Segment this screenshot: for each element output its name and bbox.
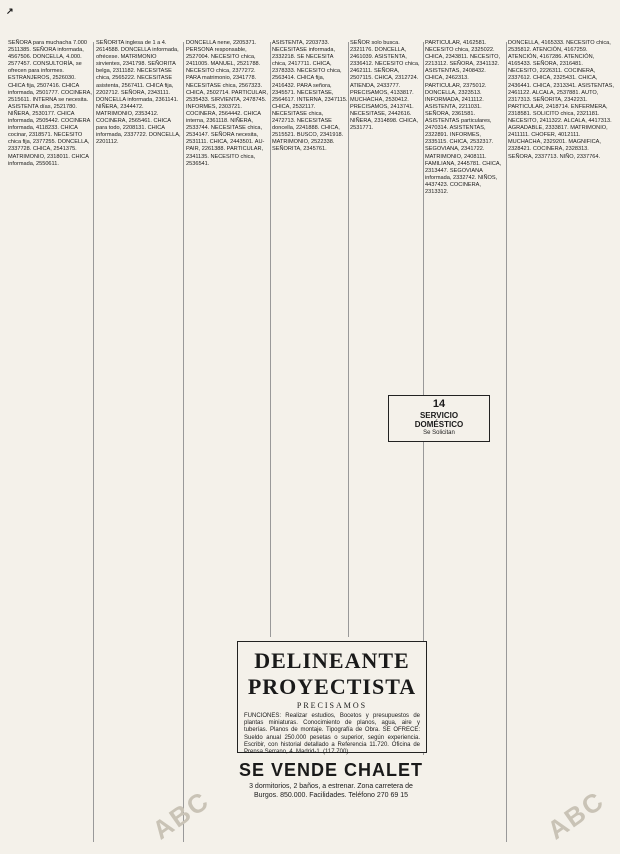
column-7 — [508, 40, 614, 162]
watermark: ABC — [146, 784, 216, 846]
column-text: PARTICULAR, 4162581. NECESITO chica, 2325022. CHICA, 2343811. NECESITO, 2213112. SEÑORA, 2341132. ASISTENTAS, 2408432. CHICA, 2462313. PARTICULAR, 2375012. DONCELLA, 2323513. INFORMADA, 2411112. ASISTENTA, 2211031. SEÑORA, 2361581. ASISTENTAS particulares, 2470314. ASISTENTAS, 2322891. INFORMES, 2335115. CHICA, 2532317. SEGOVIANA, 2341722. MATRIMONIO, 2408111. FAMILIANA, 2445781. CHICA, 2313447. SEGOVIANA informada, 2332742. NIÑOS, 4437423. COCINERA, 2313312. — [425, 40, 502, 195]
column-6 — [425, 40, 505, 198]
column-text: SEÑOR solo busca. 2321176. DONCELLA, 2461039. ASISTENTA, 2336412. NECESITO chica, 2462111. SEÑORA, 2507115. CHICA, 2312724. ATIENDA, 2433777. PRECISAMOS, 4133817. MUCHACHA, 2530412. PRECISAMOS, 2413741. NECESITASE, 2442616. NIÑERA, 2314898. CHICA, 2531771. — [350, 40, 420, 132]
column-text: SEÑORA para muchacha 7.000 2511385. SEÑORA informada, 4567506. DONCELLA, 4.000. 2577457. CONSULTORÍA, se ofrecen para informes. ESTRANJEROS, 2526030. CHICA fija, 2507416. CHICA informada, 2501777. COCINERA, 2515611. INTERNA se necesita. ASISTENTA días, 2521780. NIÑERA, 2530177. CHICA informada, 2505442. COCINERA informada, 4118233. CHICA cocinar, 2318571. NECESITO chica fija, 2377255. DONCELLA, 2337728. CHICA, 2541375. MATRIMONIO, 2318011. CHICA informada, 2550611. — [8, 40, 92, 167]
page-mark: ↗ — [6, 6, 14, 16]
ad-title: SE VENDE CHALET — [238, 760, 424, 780]
chalet-ad — [237, 755, 425, 845]
section-number: 14 — [432, 398, 446, 410]
column-5 — [350, 40, 423, 134]
section-title-2: DOMÉSTICO — [414, 420, 464, 429]
delineante-ad — [237, 641, 427, 756]
divider — [348, 42, 349, 637]
divider — [93, 42, 94, 842]
divider — [270, 42, 271, 637]
ad-subtitle: PRECISAMOS — [296, 701, 368, 710]
column-text: ASISTENTA, 2203733. NECESITASE informada, 2332218. SE NECESITA chica, 2417711. CHICA, 2378333. NECESITO chica, 2563414. CHICA fija, 2416432. PARA señora, 2345571. NECESITASE, 2564617. INTERNA, 2347115. CHICA, 2532117. NECESITASE chica, 2472713. NECESITASE doncella, 2241888. CHICA, 2515521. BUSCO, 2341918. MATRIMONIO, 2522338. SEÑORITA, 2345761. — [272, 40, 348, 153]
column-text: SEÑORITA inglesa de 1 a 4. 2614588. DONCELLA informada, ofrécese. MATRIMONIO sirvientes, 2341798. SEÑORITA belga, 2311182. NECESITASE chica, 2565222. NECESITASE asistenta, 2567411. CHICA fija, 2202712. SEÑORA, 2343111. DONCELLA informada, 2361141. NIÑERA, 2344472. MATRIMONIO, 2353412. COCINERA, 2565461. CHICA para todo, 2208131. CHICA informada, 2337722. DONCELLA, 2201112. — [96, 40, 181, 146]
column-text: DONCELLA, 4165333. NECESITO chica, 2535812. ATENCIÓN, 4167259. ATENCIÓN, 4167286. ATENCIÓN, 4165433. SEÑORA, 2316481. NECESITO, 2226311. COCINERA, 2337612. CHICA, 2325431. CHICA, 2436441. CHICA, 2313341. ASISTENTAS, 2461122. ALCALA, 2537881. AUTO, 2317313. SEÑORITA, 2342231. PARTICULAR, 2418714. ENFERMERA, 2318581. SOLICITO chica, 2321181. NECESITO, 2411322. ALCALA, 4417313. AGRADABLE, 2333817. MATRIMONIO, 2411111. CHOFER, 4012111. MUCHACHA, 2329201. MAGNIFICA, 2328421. COCINERA, 2328313. SEÑORA, 2337713. NIÑO, 2337764. — [508, 40, 614, 160]
section-header-box — [388, 395, 490, 442]
column-4 — [272, 40, 348, 155]
watermark: ABC — [541, 784, 611, 846]
section-subtitle: Se Solicitan — [423, 430, 455, 436]
ad-title: DELINEANTE PROYECTISTA — [247, 648, 417, 699]
column-2 — [96, 40, 182, 148]
ad-body: FUNCIONES: Realizar estudios, Bocetos y presupuestos de plantas miniaturas. Conocimiento de planos, agua, aire y tuberías. Planos de montaje. Tipografía de Obra. SE OFRECE: Sueldo anual 250.000 pesetas o superior, según experiencia. Escribir, con historial detallado a Referencia 11.720. Oficina de Prensa Serrano, 4. Madrid-1. (117.700) — [244, 713, 420, 756]
column-text: DONCELLA nene, 2205371. PERSONA responsable, 2527004. NECESITO chica, 2411005. MANUEL, 2521788. NECESITO chica, 2377272. PARA matrimonio, 2341778. NECESITASE chica, 2567323. CHICA, 2502714. PARTICULAR, 2535433. SIRVIENTA, 2478745. INFORMES, 2303721. COCINERA, 2564442. CHICA interna, 2361118. NIÑERA, 2533744. NECESITASE chica, 2534147. SEÑORA necesita, 2531111. CHICA, 2443501. AU-PAIR, 2261388. PARTICULAR, 2341135. NECESITO chica, 2536541. — [186, 40, 268, 167]
ad-body: 3 dormitorios, 2 baños, a estrenar. Zona carretera de Burgos. 850.000. Facilidades. Teléfono 270 69 15 — [249, 783, 413, 799]
divider — [183, 42, 184, 842]
section-title-1: SERVICIO — [419, 411, 459, 420]
column-1 — [8, 40, 93, 169]
column-3 — [186, 40, 269, 169]
divider — [506, 42, 507, 842]
